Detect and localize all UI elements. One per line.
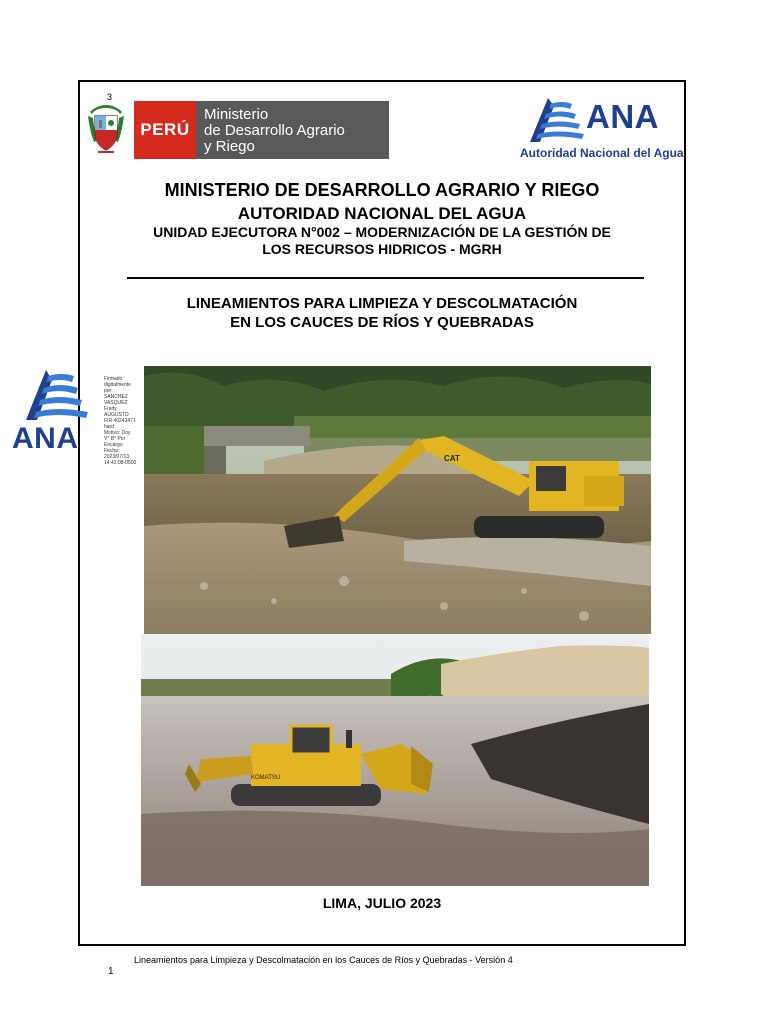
signature-line: AUGUSTO — [104, 412, 129, 418]
ana-waves-icon — [20, 368, 90, 424]
ana-wordmark: ANA — [586, 98, 659, 135]
ministry-name-block — [196, 101, 389, 159]
title-divider — [127, 277, 644, 279]
unit-title: UNIDAD EJECUTORA N°002 – MODERNIZACIÓN DE LA GESTIÓN DE LOS RECURSOS HIDRICOS - MGRH — [153, 224, 611, 257]
signature-line: hard — [104, 424, 115, 430]
svg-text:CAT: CAT — [444, 454, 460, 463]
authority-title: AUTORIDAD NACIONAL DEL AGUA — [237, 204, 527, 223]
ministry-logo — [134, 101, 389, 159]
digital-signature-text — [104, 376, 144, 466]
signature-line: Fecha: — [104, 448, 120, 454]
peru-label: PERÚ — [134, 101, 196, 159]
page-footer: Lineamientos para Limpieza y Descolmatación en los Cauces de Ríos y Quebradas - Versión 4 — [134, 955, 513, 965]
signature-line: Motivo: Doy — [104, 430, 131, 436]
signature-line: por: — [104, 388, 113, 394]
peru-coat-of-arms-logo — [84, 102, 128, 156]
signature-line: digitalmente — [104, 382, 131, 388]
signature-line: Encargo — [104, 442, 123, 448]
ana-subtitle: Autoridad Nacional del Agua — [520, 146, 684, 160]
svg-text:KOMATSU: KOMATSU — [251, 775, 281, 781]
ministry-name-line: y Riego — [204, 138, 255, 155]
signature-line: V° B° Por — [104, 436, 126, 442]
ana-waves-icon — [526, 96, 586, 146]
ministry-name-line: de Desarrollo Agrario — [204, 122, 345, 139]
ana-wordmark: ANA — [12, 422, 79, 455]
excavator-river-photo — [144, 366, 651, 634]
signature-line: 14:42:08-0500 — [104, 460, 137, 466]
signature-line: VASQUEZ — [104, 400, 128, 406]
ministry-title: MINISTERIO DE DESARROLLO AGRARIO Y RIEGO — [164, 180, 600, 200]
place-date: LIMA, JULIO 2023 — [322, 895, 442, 911]
ana-logo — [520, 96, 684, 162]
signature-line: 2023/07/13 — [104, 454, 130, 460]
top-page-number: 3 — [107, 92, 113, 102]
bulldozer-river-photo — [141, 634, 649, 886]
signature-line: SANCHEZ — [104, 394, 128, 400]
signature-line: Firmado — [104, 376, 123, 382]
bottom-page-number: 1 — [108, 966, 114, 977]
ana-signature-stamp-logo — [12, 368, 96, 458]
signature-line: FIR 40243471 — [104, 418, 136, 424]
ministry-name-line: Ministerio — [204, 106, 269, 123]
document-title: LINEAMIENTOS PARA LIMPIEZA Y DESCOLMATACIÓN EN LOS CAUCES DE RÍOS Y QUEBRADAS — [186, 295, 578, 331]
signature-line: Fredy — [104, 406, 117, 412]
